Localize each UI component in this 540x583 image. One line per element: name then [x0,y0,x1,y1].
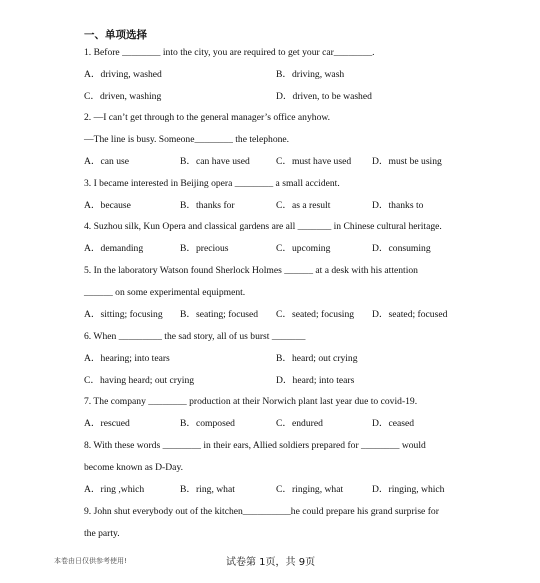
question-line: 1. Before ________ into the city, you are required to get your car________. [84,47,375,58]
answer-option: B．can have used [180,156,250,167]
answer-option: C．as a result [276,200,331,211]
answer-option: C．ringing, what [276,484,344,495]
answer-option: B．heard; out crying [276,353,358,364]
answer-option: A．driving, washed [84,69,162,80]
answer-option: D．must be using [372,156,442,167]
question-line: 9. John shut everybody out of the kitchen__________he could prepare his grand surprise for [84,506,439,517]
answer-option: A．demanding [84,243,144,254]
answer-option: C．seated; focusing [276,309,355,320]
answer-option: B．ring, what [180,484,235,495]
question-line: 7. The company ________ production at their Norwich plant last year due to covid-19. [84,396,418,407]
question-line: 4. Suzhou silk, Kun Opera and classical gardens are all _______ in Chinese cultural heritage. [84,221,442,232]
answer-option: A．because [84,200,131,211]
answer-option: B．driving, wash [276,69,345,80]
answer-option: C．having heard; out crying [84,375,195,386]
answer-option: D．heard; into tears [276,375,355,386]
question-line: become known as D-Day. [84,462,184,473]
answer-option: A．ring ,which [84,484,145,495]
answer-option: B．seating; focused [180,309,259,320]
answer-option: B．thanks for [180,200,235,211]
question-line: the party. [84,528,120,539]
answer-option: D．consuming [372,243,431,254]
answer-option: C．must have used [276,156,352,167]
question-line: 6. When _________ the sad story, all of us burst _______ [84,331,306,342]
answer-option: A．rescued [84,418,130,429]
answer-option: A．sitting; focusing [84,309,163,320]
answer-option: D．ceased [372,418,415,429]
footer-note: 本卷由日仅供参考使用! [54,557,127,565]
answer-option: D．seated; focused [372,309,448,320]
question-line: 2. —I can’t get through to the general manager’s office anyhow. [84,112,331,123]
answer-option: C．endured [276,418,323,429]
answer-option: B．precious [180,243,229,254]
section-title: 一、单项选择 [84,29,147,41]
answer-option: A．hearing; into tears [84,353,170,364]
question-line: ______ on some experimental equipment. [84,287,246,298]
answer-option: D．ringing, which [372,484,445,495]
page-number: 试卷第 1页，共 9页 [226,557,316,568]
answer-option: B．composed [180,418,235,429]
answer-option: D．driven, to be washed [276,91,372,102]
answer-option: A．can use [84,156,130,167]
question-line: —The line is busy. Someone________ the telephone. [84,134,290,145]
answer-option: C．driven, washing [84,91,162,102]
question-line: 8. With these words ________ in their ears, Allied soldiers prepared for ________ would [84,440,426,451]
question-line: 3. I became interested in Beijing opera ________ a small accident. [84,178,340,189]
answer-option: D．thanks to [372,200,424,211]
answer-option: C．upcoming [276,243,331,254]
question-line: 5. In the laboratory Watson found Sherlock Holmes ______ at a desk with his attention [84,265,418,276]
